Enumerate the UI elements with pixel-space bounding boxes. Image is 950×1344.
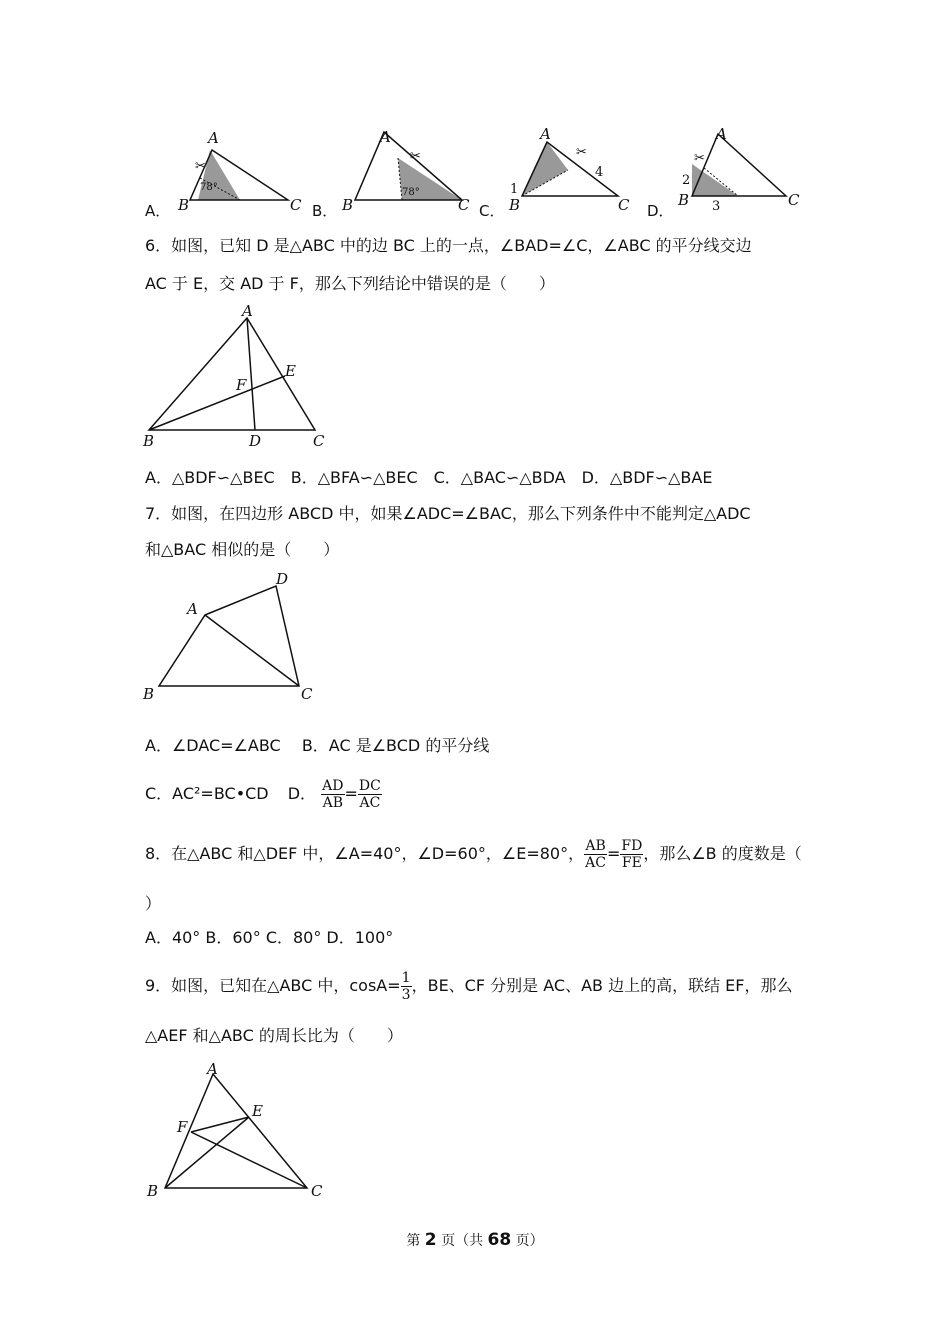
- label-b: B: [342, 196, 354, 214]
- q9-prefix: 9．如图，已知在△ABC 中，cosA=: [145, 976, 401, 995]
- label-e: E: [285, 362, 296, 380]
- length-label-2: 2: [682, 173, 691, 188]
- numerator: DC: [358, 778, 381, 794]
- denominator: 3: [401, 987, 411, 1003]
- label-b: B: [678, 191, 690, 209]
- label-f: F: [236, 376, 247, 394]
- label-a: A: [208, 129, 219, 147]
- page-number: 2: [424, 1230, 437, 1250]
- footer-middle: 页（共: [436, 1233, 488, 1249]
- q9-line2: △AEF 和△ABC 的周长比为（ ）: [145, 1026, 403, 1045]
- q8-suffix: ，那么∠B 的度数是（: [643, 844, 802, 863]
- segment-be: [149, 376, 285, 430]
- q7-option-d-prefix: D．: [287, 784, 317, 803]
- label-c: C: [301, 685, 313, 703]
- q6-figure: [135, 300, 345, 455]
- q6-line1: 6．如图，已知 D 是△ABC 中的边 BC 上的一点，∠BAD=∠C，∠ABC 的平分线交边: [145, 236, 752, 255]
- q5-option-b-label: B．: [312, 202, 338, 220]
- q5-option-d-label: D．: [647, 202, 674, 220]
- q9-suffix: ，BE、CF 分别是 AC、AB 边上的高，联结 EF，那么: [411, 976, 793, 995]
- label-c: C: [313, 432, 325, 450]
- length-label-1: 1: [510, 182, 519, 197]
- page-total: 68: [487, 1230, 512, 1250]
- altitude-cf: [191, 1132, 307, 1188]
- label-b: B: [509, 196, 521, 214]
- q8-line2: ）: [145, 894, 162, 913]
- label-c: C: [290, 196, 302, 214]
- q8-line1: [145, 834, 802, 874]
- angle-label: 78°: [200, 182, 218, 193]
- q7-options-ab: A．∠DAC=∠ABC B．AC 是∠BCD 的平分线: [145, 736, 490, 755]
- label-c: C: [458, 196, 470, 214]
- label-c: C: [311, 1182, 323, 1200]
- q5-option-a-label: A．: [145, 202, 171, 220]
- q5-figure-d: [668, 120, 818, 220]
- denominator: FE: [621, 855, 642, 871]
- label-a: A: [187, 600, 198, 618]
- label-b: B: [178, 196, 190, 214]
- denominator: AC: [585, 855, 606, 871]
- numerator: FD: [621, 838, 643, 854]
- length-label-3: 3: [712, 199, 721, 214]
- label-d: D: [276, 570, 289, 588]
- q8-options: A．40° B．60° C．80° D．100°: [145, 928, 394, 947]
- q7-figure: [135, 568, 325, 708]
- label-a: A: [380, 128, 391, 146]
- label-e: E: [252, 1102, 263, 1120]
- equals-sign: =: [606, 844, 621, 863]
- scissors-icon: ✂: [694, 151, 705, 166]
- label-a: A: [242, 302, 253, 320]
- footer-prefix: 第: [406, 1233, 425, 1249]
- label-d: D: [249, 432, 262, 450]
- label-a: A: [207, 1060, 218, 1078]
- length-label-4: 4: [595, 165, 604, 180]
- segment-ad: [247, 318, 255, 430]
- equals-sign: =: [344, 784, 358, 803]
- q8-fraction-2: [620, 838, 643, 871]
- label-f: F: [177, 1118, 188, 1136]
- q8-fraction-1: [584, 838, 607, 871]
- q9-fraction: [401, 970, 412, 1003]
- q7-options-cd: [145, 774, 382, 814]
- q7-option-d-fraction-2: [358, 778, 382, 811]
- q5-figure-c: [500, 120, 650, 220]
- q6-line2: AC 于 E，交 AD 于 F，那么下列结论中错误的是（ ）: [145, 274, 555, 293]
- denominator: AB: [322, 795, 344, 811]
- q7-line1: 7．如图，在四边形 ABCD 中，如果∠ADC=∠BAC，那么下列条件中不能判定△ADC: [145, 504, 751, 523]
- q7-line2: 和△BAC 相似的是（ ）: [145, 540, 340, 559]
- label-c: C: [618, 196, 630, 214]
- q6-options: A．△BDF∽△BEC B．△BFA∽△BEC C．△BAC∽△BDA D．△BDF∽△BAE: [145, 468, 713, 487]
- q7-option-d-fraction-1: [321, 778, 344, 811]
- label-a: A: [716, 125, 727, 143]
- label-b: B: [147, 1182, 159, 1200]
- q9-figure: [135, 1058, 335, 1208]
- label-b: B: [143, 432, 155, 450]
- angle-label: 78°: [402, 187, 420, 198]
- numerator: AB: [585, 838, 606, 854]
- q5-figure-b: [330, 120, 480, 220]
- label-b: B: [143, 685, 155, 703]
- label-a: A: [540, 125, 551, 143]
- numerator: 1: [401, 970, 411, 986]
- q5-option-c-label: C．: [479, 202, 505, 220]
- numerator: AD: [322, 778, 344, 794]
- page-footer: [0, 1230, 950, 1250]
- scissors-icon: ✂: [410, 149, 421, 164]
- label-c: C: [788, 191, 800, 209]
- scissors-icon: ✂: [576, 145, 587, 160]
- q5-figure-a: [160, 120, 310, 220]
- q8-prefix: 8．在△ABC 和△DEF 中，∠A=40°，∠D=60°，∠E=80°，: [145, 844, 585, 863]
- footer-suffix: 页）: [511, 1233, 544, 1249]
- scissors-icon: ✂: [195, 159, 206, 174]
- q9-line1: [145, 966, 792, 1006]
- q7-option-c: C．AC²=BC•CD: [145, 784, 269, 803]
- shaded-region: [522, 142, 568, 196]
- denominator: AC: [359, 795, 381, 811]
